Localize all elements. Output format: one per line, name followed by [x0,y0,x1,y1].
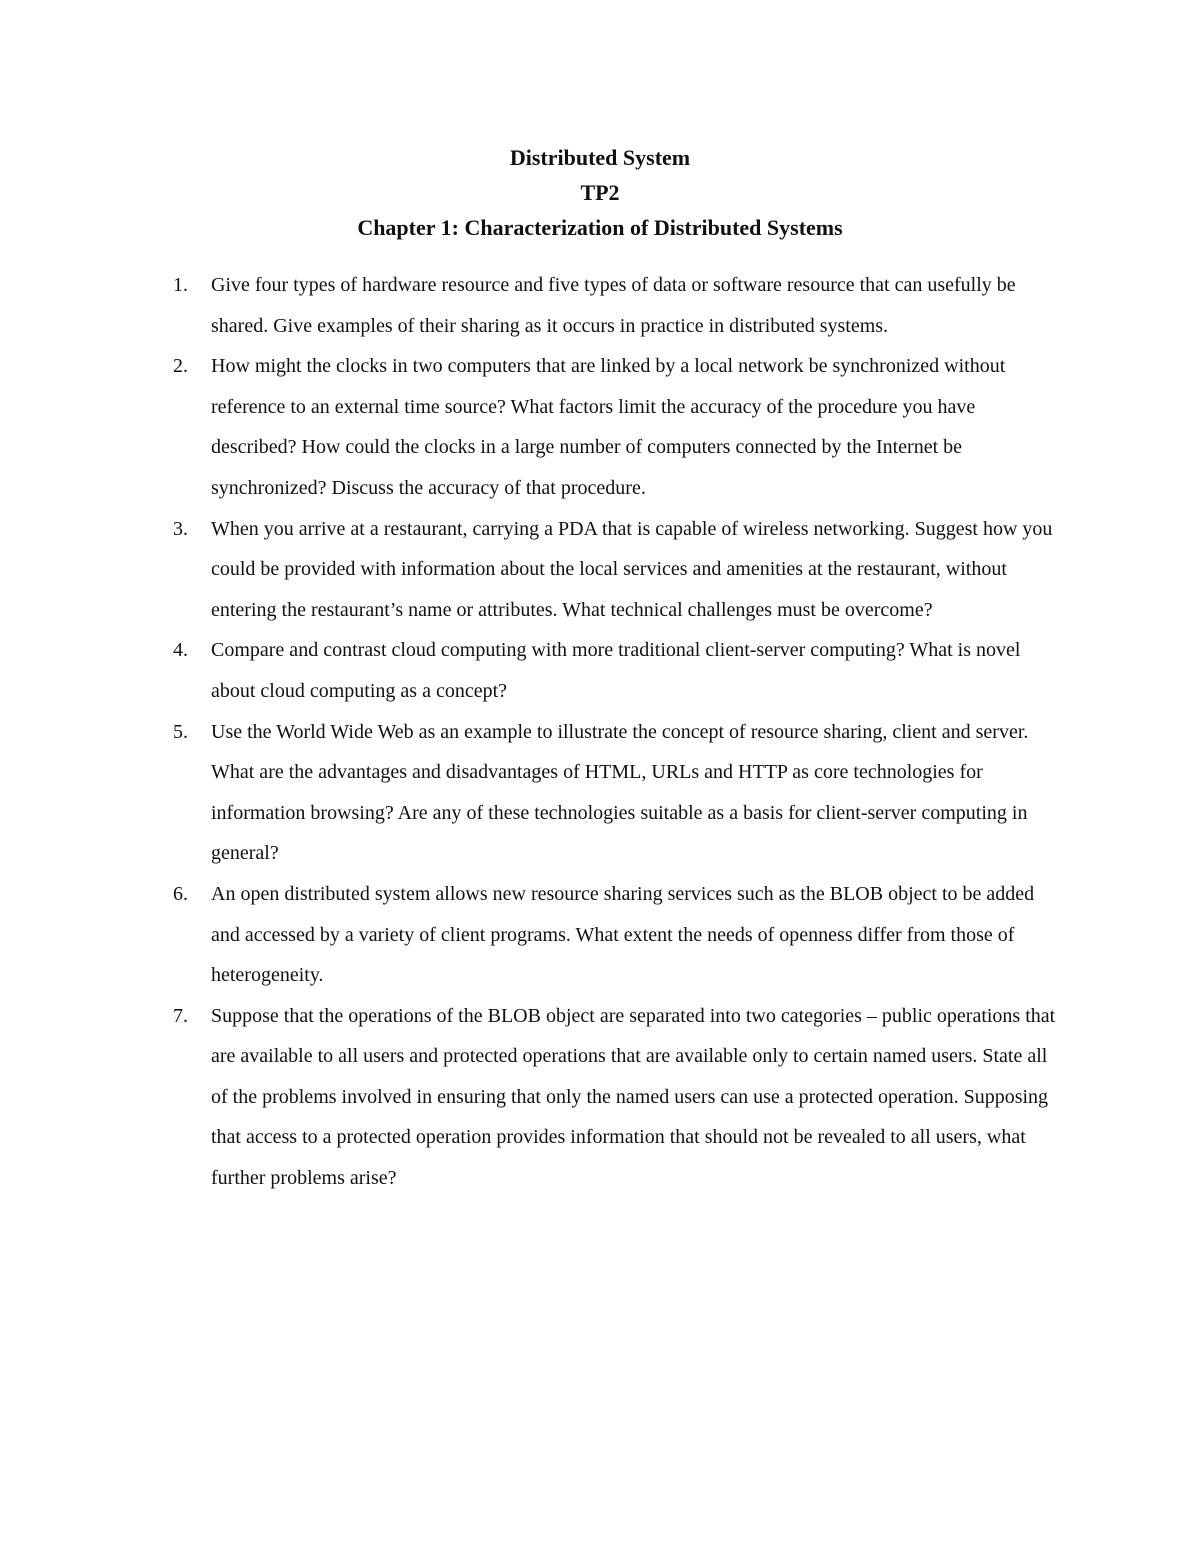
question-number: 4. [173,639,188,662]
question-text: Give four types of hardware resource and five types of data or software resource that can usefully be shared. Give examples of their sharing as it occurs in practice in distributed systems. [211,274,1016,337]
question-text: Use the World Wide Web as an example to illustrate the concept of resource sharing, client and server. What are the advantages and disadvantages of HTML, URLs and HTTP as core technologies for information browsing? Are any of these technologies suitable as a basis for client-server computing in general? [211,720,1029,865]
document-header [0,140,1200,245]
question-item-3 [165,509,1065,631]
document-subtitle: TP2 [580,180,620,205]
question-number: 6. [173,882,188,905]
chapter-heading: Chapter 1: Characterization of Distributed Systems [357,215,843,240]
question-number: 1. [173,274,188,296]
question-item-1 [165,265,1065,346]
document-title: Distributed System [509,145,691,170]
question-text: An open distributed system allows new resource sharing services such as the BLOB object to be added and accessed by a variety of client programs. What extent the needs of openness differ from those of heterogeneity. [211,882,1035,987]
question-text: Suppose that the operations of the BLOB object are separated into two categories – public operations that are available to all users and protected operations that are available only to certain named users. State all of the problems involved in ensuring that only the named users can use a protected operation. Supposing that access to a protected operation provides information that should not be revealed to all users, what further problems arise? [211,1004,1056,1190]
question-number: 7. [173,1004,188,1027]
question-number: 5. [173,720,188,743]
question-item-2 [165,346,1065,508]
question-item-6 [165,874,1065,996]
question-text: When you arrive at a restaurant, carrying a PDA that is capable of wireless networking. Suggest how you could be provided with information about the local services and amenities at the restaurant, without entering the restaurant’s name or attributes. What technical challenges must be overcome? [211,517,1053,621]
question-item-5 [165,712,1065,874]
question-number: 2. [173,355,188,378]
question-item-4 [165,630,1065,711]
question-item-7 [165,996,1065,1199]
question-number: 3. [173,517,188,540]
question-text: How might the clocks in two computers that are linked by a local network be synchronized without reference to an external time source? What factors limit the accuracy of the procedure you have described? How could the clocks in a large number of computers connected by the Internet be synchronized? Discuss the accuracy of that procedure. [211,355,1006,499]
question-list [165,265,1065,1199]
question-text: Compare and contrast cloud computing with more traditional client-server computing? What is novel about cloud computing as a concept? [211,639,1021,702]
